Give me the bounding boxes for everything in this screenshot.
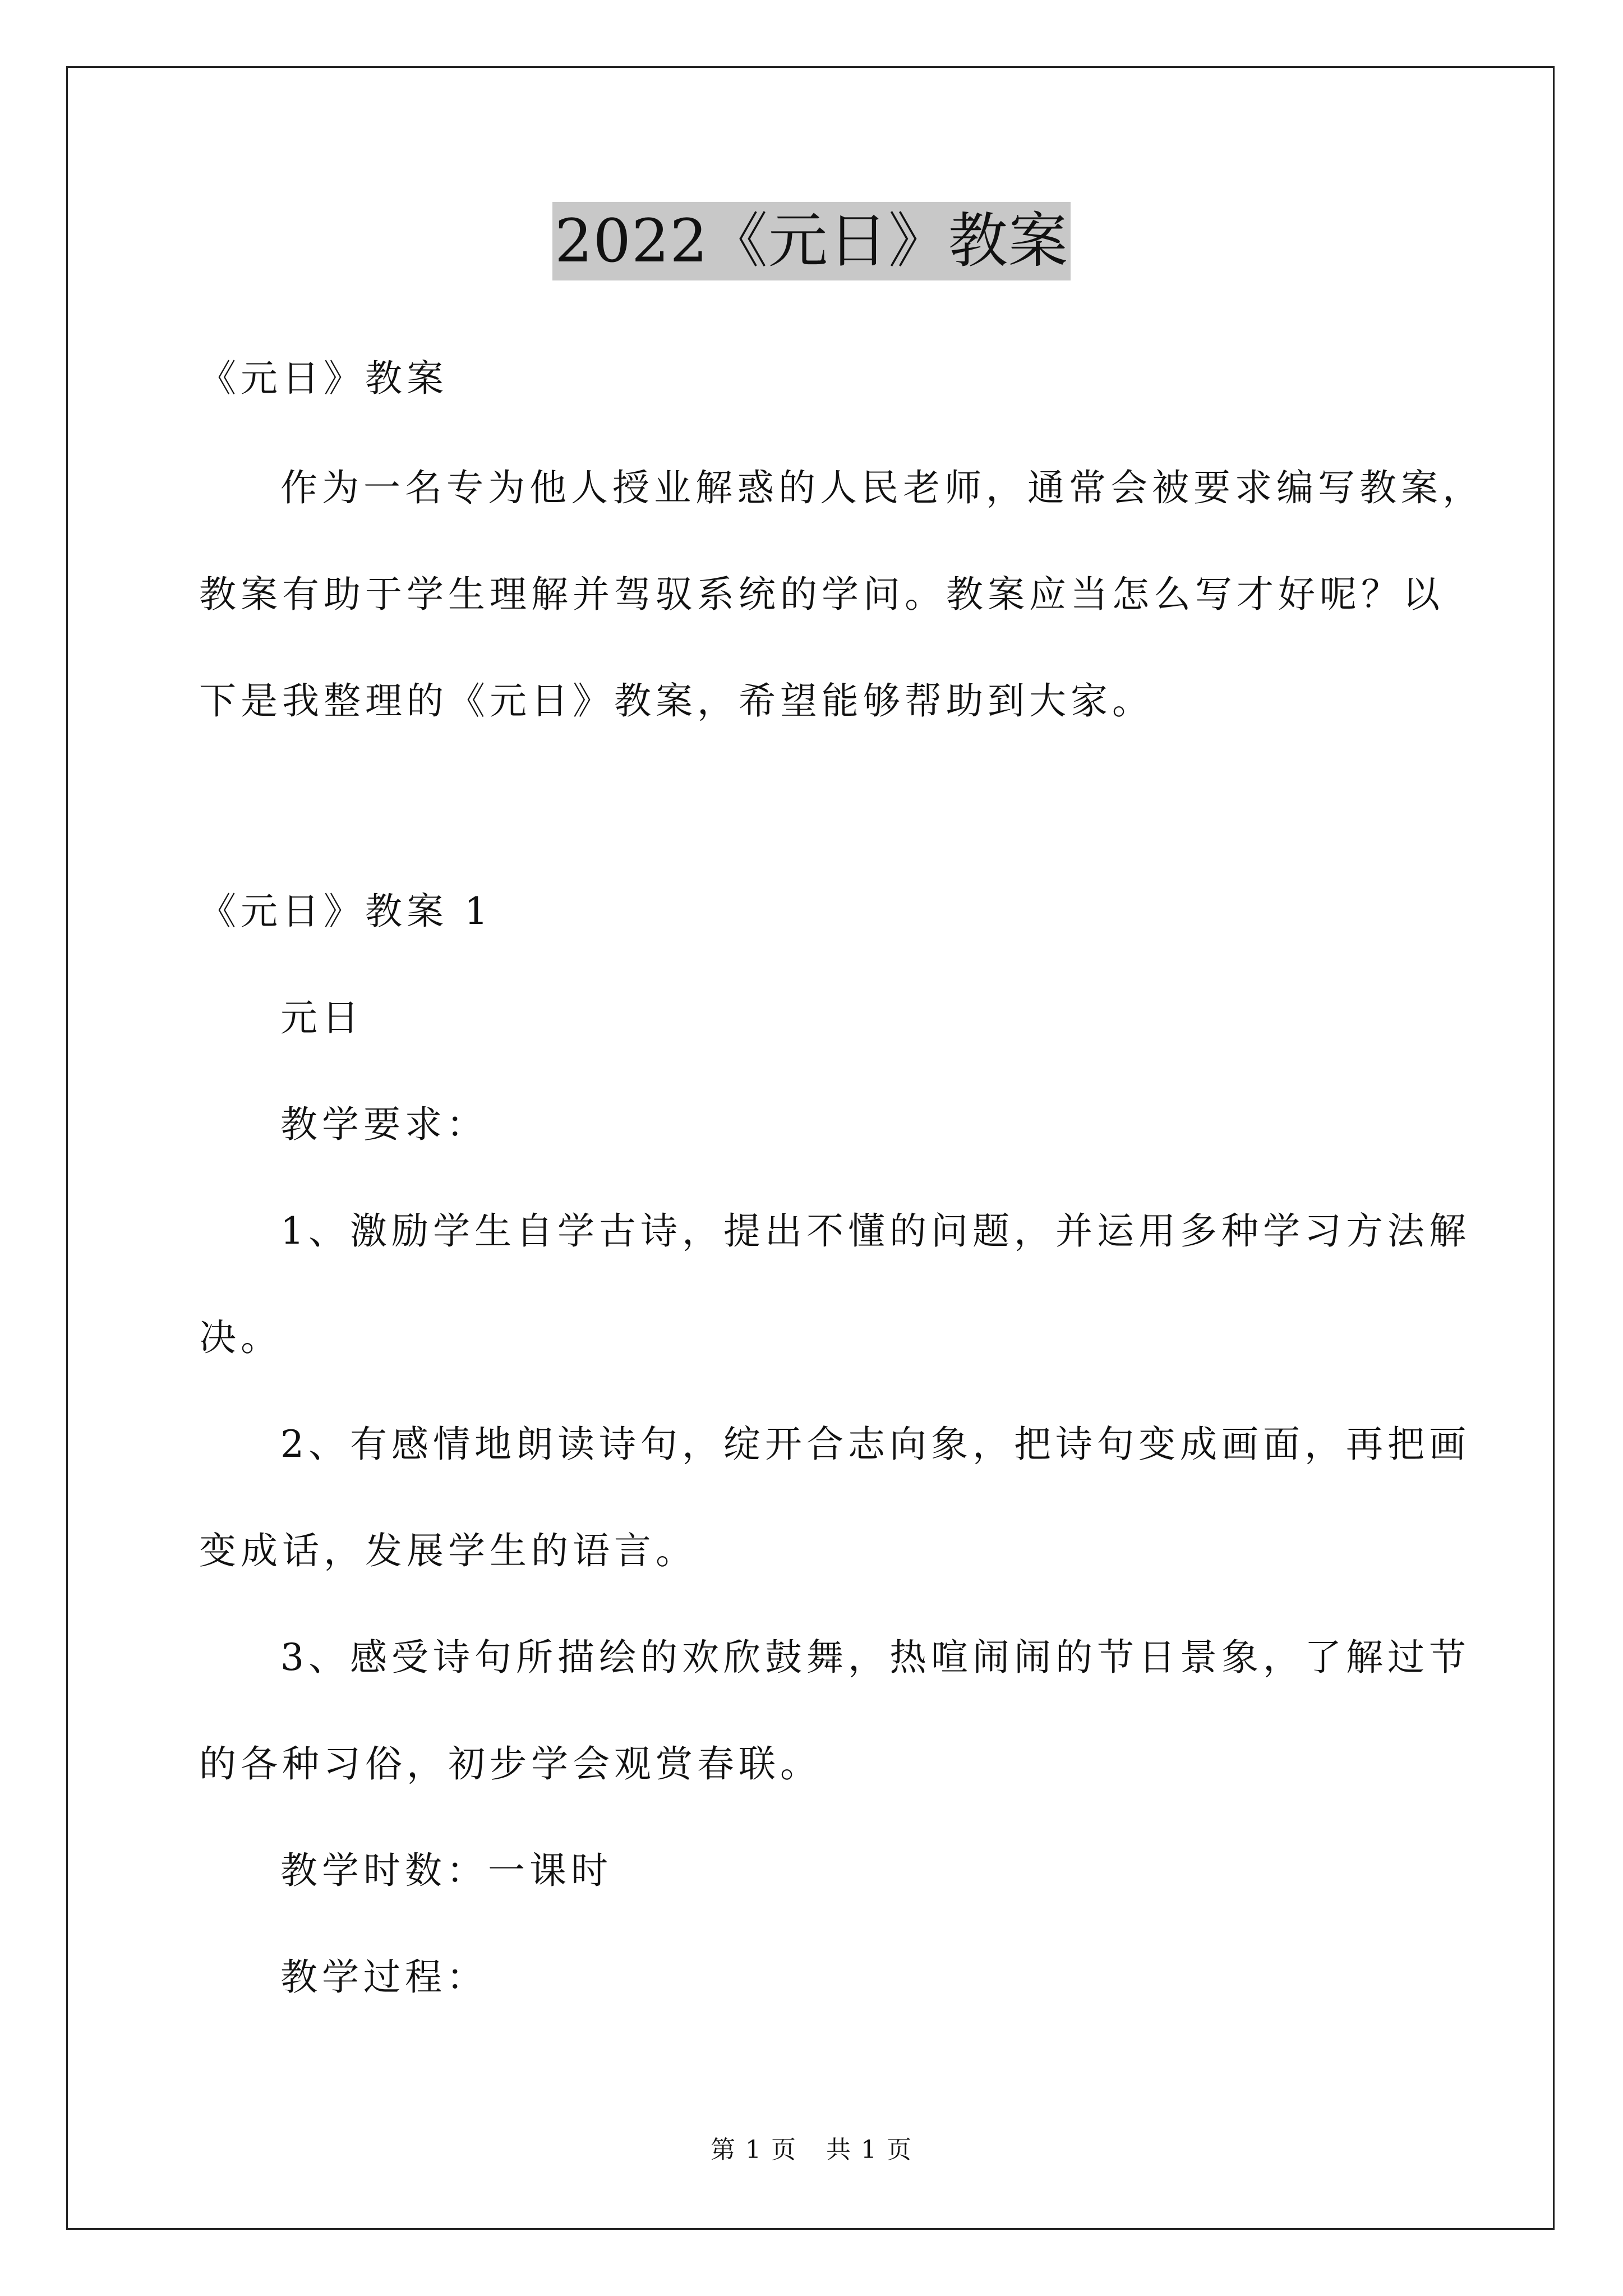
intro-line: 作为一名专为他人授业解惑的人民老师，通常会被要求编写教案， [280,466,1484,509]
intro-line: 教案有助于学生理解并驾驭系统的学问。教案应当怎么写才好呢？以 [199,573,1444,616]
teaching-hours: 教学时数：一课时 [280,1849,612,1892]
requirement-line: 的各种习俗，初步学会观赏春联。 [199,1742,822,1786]
document-title: 2022《元日》教案 [552,202,1071,280]
document-subtitle: 《元日》教案 [199,357,448,400]
title-container [0,202,1623,280]
page-number: 第 1 页 [711,2136,797,2164]
section-heading: 《元日》教案 1 [199,890,492,933]
requirement-line: 决。 [199,1316,282,1359]
requirements-label: 教学要求： [280,1103,488,1146]
requirement-line: 2、有感情地朗读诗句，绽开合志向象，把诗句变成画面，再把画 [280,1423,1470,1466]
requirement-line: 1、激励学生自学古诗，提出不懂的问题，并运用多种学习方法解 [280,1209,1470,1253]
page-footer [0,2134,1623,2166]
intro-line: 下是我整理的《元日》教案，希望能够帮助到大家。 [199,679,1154,723]
lesson-title: 元日 [280,996,363,1039]
process-label: 教学过程： [280,1955,488,1999]
requirement-line: 变成话，发展学生的语言。 [199,1529,697,1572]
page-total: 共 1 页 [826,2136,912,2164]
requirement-line: 3、感受诗句所描绘的欢欣鼓舞，热喧闹闹的节日景象，了解过节 [280,1636,1470,1679]
